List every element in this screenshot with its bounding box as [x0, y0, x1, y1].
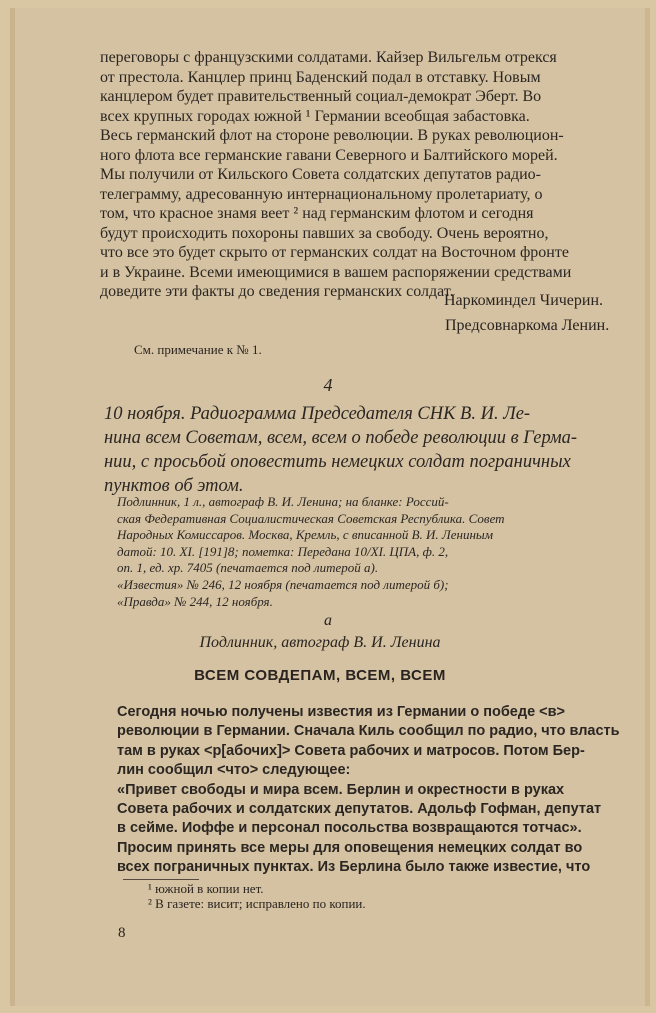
source-note-line: «Правда» № 244, 12 ноября. — [117, 593, 273, 609]
variant-title: Подлинник, автограф В. И. Ленина — [199, 634, 441, 651]
telegram-line: лин сообщил <что> следующее: — [117, 762, 351, 779]
signature-lenin: Предсовнаркома Ленин. — [445, 317, 610, 334]
page-left-edge — [10, 8, 15, 1006]
paragraph-line: всех крупных городах южной ¹ Германии всеобщая забастовка. — [100, 107, 530, 125]
source-note — [117, 494, 639, 610]
top-paragraph — [100, 48, 634, 302]
document-number: 4 — [323, 375, 333, 395]
telegram-line: Сегодня ночью получены известия из Германии о победе <в> — [117, 704, 566, 720]
paragraph-line: будут происходить похороны павших за свободу. Очень вероятно, — [100, 224, 549, 242]
telegram-line: всех пограничных пунктах. Из Берлина было также известие, что — [117, 859, 591, 876]
footnote-1: ¹ южной в копии нет. — [148, 881, 264, 896]
paragraph-line: том, что красное знамя веет ² над германским флотом и сегодня — [100, 205, 534, 222]
variant-letter: а — [324, 612, 332, 629]
top-paragraph-text — [100, 48, 634, 302]
page-number: 8 — [118, 925, 126, 941]
source-note-line: ская Федеративная Социалистическая Советская Республика. Совет — [117, 510, 505, 526]
paragraph-line: от престола. Канцлер принц Баденский подал в отставку. Новым — [100, 68, 541, 86]
heading-line: нии, с просьбой оповестить немецких солдат пограничных — [104, 452, 571, 472]
document-heading-text — [104, 402, 644, 498]
paragraph-line: Весь германский флот на стороне революции. В руках революцион- — [100, 127, 564, 144]
telegram-body — [117, 703, 649, 878]
paragraph-line: переговоры с французскими солдатами. Кайзер Вильгельм отрекся — [100, 49, 557, 66]
telegram-line: Совета рабочих и солдатских депутатов. Адольф Гофман, депутат — [117, 801, 602, 818]
source-note-line: «Известия» № 246, 12 ноября (печатается под литерой б); — [117, 576, 449, 592]
paragraph-line: и в Украине. Всеми имеющимися в вашем распоряжении средствами — [100, 263, 572, 281]
heading-line: 10 ноября. Радиограмма Председателя СНК В. И. Ле- — [104, 404, 531, 424]
source-note-text — [117, 494, 639, 610]
telegram-line: Просим принять все меры для оповещения немецких солдат во — [117, 839, 583, 856]
paragraph-line: Мы получили от Кильского Совета солдатских депутатов радио- — [100, 166, 541, 183]
paragraph-line: телеграмму, адресованную интернациональному пролетариату, о — [100, 185, 543, 203]
heading-line: пунктов об этом. — [104, 476, 244, 496]
paragraph-line: что все это будет скрыто от германских солдат на Восточном фронте — [100, 244, 569, 261]
source-note-line: оп. 1, ед. хр. 7405 (печатается под литерой а). — [117, 560, 379, 576]
signature-chicherin: Наркоминдел Чичерин. — [444, 292, 604, 309]
source-note-line: датой: 10. XI. [191]8; пометка: Передана 10/XI. ЦПА, ф. 2, — [117, 543, 449, 559]
source-note-line: Подлинник, 1 л., автограф В. И. Ленина; на бланке: Россий- — [117, 494, 449, 509]
telegram-line: там в руках <р[абочих]> Совета рабочих и матросов. Потом Бер- — [117, 742, 585, 759]
telegram-line: в сейме. Иоффе и персонал посольства возвращаются тотчас». — [117, 820, 582, 837]
telegram-body-text — [117, 703, 649, 878]
paragraph-line: доведите эти факты до сведения германских солдат. — [100, 283, 454, 300]
footnote-divider — [123, 879, 199, 880]
telegram-line: революции в Германии. Сначала Киль сообщил по радио, что власть — [117, 723, 620, 740]
telegram-line: «Привет свободы и мира всем. Берлин и окрестности в руках — [117, 781, 565, 798]
footnote-2: ² В газете: висит; исправлено по копии. — [148, 896, 366, 911]
paragraph-line: канцлером будет правительственный социал-демократ Эберт. Во — [100, 88, 542, 105]
heading-line: нина всем Советам, всем, всем о победе революции в Герма- — [104, 428, 578, 448]
paragraph-line: ного флота все германские гавани Северного и Балтийского морей. — [100, 146, 558, 164]
see-note: См. примечание к № 1. — [134, 342, 262, 357]
telegram-header: ВСЕМ СОВДЕПАМ, ВСЕМ, ВСЕМ — [194, 667, 446, 684]
document-heading — [104, 402, 644, 498]
source-note-line: Народных Комиссаров. Москва, Кремль, с вписанной В. И. Лениным — [117, 527, 494, 543]
